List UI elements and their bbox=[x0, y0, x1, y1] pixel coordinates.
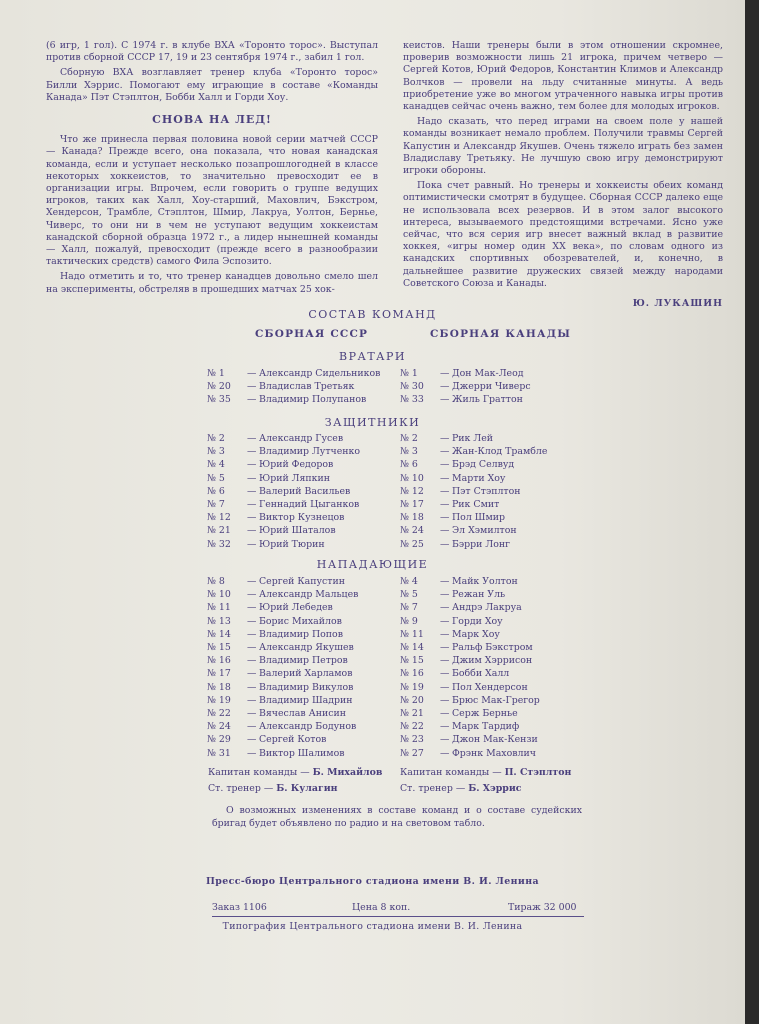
roster-row bbox=[207, 615, 358, 628]
roster-row bbox=[207, 601, 358, 614]
roster-row bbox=[400, 458, 547, 471]
player-number: № 15 bbox=[400, 655, 424, 667]
player-name: Валерий Васильев bbox=[259, 485, 351, 497]
article-heading: СНОВА НА ЛЕД! bbox=[152, 113, 272, 127]
roster-row bbox=[400, 498, 547, 511]
dash-separator: — bbox=[247, 734, 257, 746]
roster-row bbox=[400, 575, 540, 588]
roster-row bbox=[400, 694, 540, 707]
player-number: № 21 bbox=[207, 525, 231, 537]
roster-row bbox=[400, 511, 547, 524]
roster-row bbox=[207, 681, 358, 694]
announcement-note: О возможных изменениях в составе команд и о составе судейских бригад будет объявлено по радио и на световом табло. bbox=[212, 805, 582, 829]
player-name: Александр Сидельников bbox=[259, 368, 381, 379]
player-number: № 12 bbox=[400, 485, 424, 497]
player-number: № 20 bbox=[400, 694, 424, 706]
player-number: № 22 bbox=[207, 708, 231, 720]
player-name: Марк Хоу bbox=[452, 628, 500, 640]
roster-row bbox=[207, 641, 358, 654]
roster-row bbox=[400, 681, 540, 694]
player-number: № 3 bbox=[207, 446, 225, 458]
roster-row bbox=[207, 628, 358, 641]
player-number: № 23 bbox=[400, 734, 424, 746]
player-number: № 9 bbox=[400, 615, 418, 627]
player-number: № 24 bbox=[207, 721, 231, 733]
player-name: Жан-Клод Трамбле bbox=[452, 446, 548, 458]
roster-row bbox=[207, 498, 360, 511]
player-name: Жиль Граттон bbox=[452, 394, 523, 406]
player-number: № 16 bbox=[400, 668, 424, 680]
player-name: Геннадий Цыганков bbox=[259, 499, 360, 511]
article-paragraph: кеистов. Наши тренеры были в этом отношении скромнее, проверив возможности лишь 21 игрока, причем четверо — Сергей Котов, Юрий Федоров, Константин Климов и Александр Волчков — провели на льду считанные минуты. А ведь приобретение уже во многом утраченного навыка игры против канадцев сейчас очень важно, тем более для молодых игроков. bbox=[403, 40, 723, 113]
player-name: Майк Уолтон bbox=[452, 576, 518, 587]
dash-separator: — bbox=[440, 512, 450, 524]
player-number: № 1 bbox=[400, 368, 418, 379]
article-paragraph: Что же принесла первая половина новой серии матчей СССР — Канада? Прежде всего, она показала, что новая канадская команда, если и уступает несколько позапрошлогодней в классе некоторых хоккеистов, то значительно превосходит ее в организации игры. Впрочем, если говорить о группе ведущих игроков, таких как Халл, Хоу-старший, Маховлич, Бэкстром, Хендерсон, Трамбле, Стэплтон, Шмир, Лакруа, Уолтон, Бернье, Чиверс, то они ни в чем не уступают ведущим хоккеистам канадской сборной образца 1972 г., а лидер нынешней команды — Халл, пожалуй, превосходит (прежде всего в разнообразии тактических средств) самого Фила Эспозито. bbox=[46, 134, 378, 268]
canada-captain: Капитан команды — П. Стэплтон bbox=[400, 767, 572, 778]
dash-separator: — bbox=[440, 499, 450, 511]
roster-row bbox=[400, 524, 547, 537]
player-number: № 13 bbox=[207, 615, 231, 627]
player-name: Александр Бодунов bbox=[259, 721, 357, 733]
roster-row bbox=[207, 524, 360, 537]
player-name: Бобби Халл bbox=[452, 668, 510, 680]
ussr-captain: Капитан команды — Б. Михайлов bbox=[208, 767, 383, 778]
dash-separator: — bbox=[440, 576, 450, 587]
player-number: № 19 bbox=[207, 694, 231, 706]
team-ussr-heading: СБОРНАЯ СССР bbox=[255, 328, 369, 340]
roster-row bbox=[207, 747, 358, 760]
player-number: № 4 bbox=[207, 459, 225, 471]
player-name: Юрий Федоров bbox=[259, 459, 334, 471]
dash-separator: — bbox=[440, 485, 450, 497]
player-number: № 17 bbox=[400, 499, 424, 511]
section-forwards-heading: НАПАДАЮЩИЕ bbox=[316, 558, 429, 571]
dash-separator: — bbox=[247, 485, 257, 497]
player-number: № 18 bbox=[400, 512, 424, 524]
dash-separator: — bbox=[247, 512, 257, 524]
roster-row bbox=[400, 667, 540, 680]
player-number: № 6 bbox=[400, 459, 418, 471]
dash-separator: — bbox=[247, 576, 257, 587]
player-number: № 32 bbox=[207, 538, 231, 550]
article-paragraph: Надо отметить и то, что тренер канадцев довольно смело шел на эксперименты, обстреляв в прошедших матчах 25 хок- bbox=[46, 271, 378, 295]
player-name: Александр Мальцев bbox=[259, 589, 359, 601]
player-number: № 25 bbox=[400, 538, 424, 550]
dash-separator: — bbox=[247, 708, 257, 720]
roster-row bbox=[207, 588, 358, 601]
team-canada-heading: СБОРНАЯ КАНАДЫ bbox=[430, 328, 572, 340]
player-name: Юрий Тюрин bbox=[259, 538, 325, 550]
dash-separator: — bbox=[247, 538, 257, 550]
article-paragraph: (6 игр, 1 гол). С 1974 г. в клубе ВХА «Торонто торос». Выступал против сборной СССР 17, 19 и 23 сентября 1974 г., забил 1 гол. bbox=[46, 40, 378, 64]
roster-row bbox=[400, 747, 540, 760]
press-bureau: Пресс-бюро Центрального стадиона имени В. И. Ленина bbox=[206, 876, 539, 887]
roster-row bbox=[207, 654, 358, 667]
roster-row bbox=[207, 511, 360, 524]
dash-separator: — bbox=[440, 446, 450, 458]
player-name: Владимир Лутченко bbox=[259, 446, 361, 458]
dash-separator: — bbox=[247, 642, 257, 654]
dash-separator: — bbox=[440, 381, 450, 393]
roster-row bbox=[207, 472, 360, 485]
player-name: Юрий Ляпкин bbox=[259, 472, 331, 484]
player-name: Горди Хоу bbox=[452, 615, 503, 627]
dash-separator: — bbox=[247, 459, 257, 471]
roster-row bbox=[400, 393, 531, 406]
player-number: № 31 bbox=[207, 747, 231, 759]
roster-row bbox=[207, 667, 358, 680]
canada-coach: Ст. тренер — Б. Хэррис bbox=[400, 783, 522, 794]
player-name: Пэт Стэплтон bbox=[452, 485, 521, 497]
player-name: Ральф Бэкстром bbox=[452, 642, 533, 654]
article-paragraph: Пока счет равный. Но тренеры и хоккеисты обеих команд оптимистически смотрят в будущее. Сборная СССР далеко еще не использовала всех резервов. И в этом залог высокого интереса, вызываемого предстоящими встречами. Ясно уже сейчас, что вся серия игр внесет важный вклад в развитие хоккея, «игры номер один XX века», по словам одного из канадских спортивных обозревателей, и, конечно, в дальнейшее развитие дружеских связей между народами Советского Союза и Канады. bbox=[403, 180, 723, 289]
player-number: № 7 bbox=[400, 602, 418, 614]
player-name: Виктор Кузнецов bbox=[259, 512, 345, 524]
player-name: Валерий Харламов bbox=[259, 668, 353, 680]
order-number: Заказ 1106 bbox=[212, 902, 267, 913]
player-number: № 29 bbox=[207, 734, 231, 746]
player-name: Владимир Полупанов bbox=[259, 394, 367, 406]
dash-separator: — bbox=[247, 668, 257, 680]
dash-separator: — bbox=[440, 734, 450, 746]
player-name: Владимир Попов bbox=[259, 628, 343, 640]
roster-ussr-forwards bbox=[207, 575, 358, 760]
dash-separator: — bbox=[440, 694, 450, 706]
dash-separator: — bbox=[247, 615, 257, 627]
player-number: № 5 bbox=[207, 472, 225, 484]
dash-separator: — bbox=[247, 499, 257, 511]
player-number: № 24 bbox=[400, 525, 424, 537]
dash-separator: — bbox=[440, 708, 450, 720]
article-paragraph: Надо сказать, что перед играми на своем поле у нашей команды возникает немало проблем. Получили травмы Сергей Капустин и Александр Якушев. Очень тяжело играть без замен Владиславу Третьяку. Не лучшую свою игру демонстрируют игроки обороны. bbox=[403, 116, 723, 177]
player-name: Пол Хендерсон bbox=[452, 681, 528, 693]
section-defence-heading: ЗАЩИТНИКИ bbox=[324, 416, 421, 429]
roster-row bbox=[207, 707, 358, 720]
player-number: № 21 bbox=[400, 708, 424, 720]
dash-separator: — bbox=[440, 459, 450, 471]
roster-row bbox=[400, 380, 531, 393]
player-name: Рик Смит bbox=[452, 499, 500, 511]
player-number: № 16 bbox=[207, 655, 231, 667]
roster-row bbox=[400, 628, 540, 641]
dash-separator: — bbox=[247, 694, 257, 706]
player-name: Брэд Селвуд bbox=[452, 459, 515, 471]
player-number: № 17 bbox=[207, 668, 231, 680]
roster-row bbox=[400, 720, 540, 733]
dash-separator: — bbox=[247, 433, 257, 444]
player-number: № 30 bbox=[400, 381, 424, 393]
player-name: Борис Михайлов bbox=[259, 615, 342, 627]
dash-separator: — bbox=[247, 628, 257, 640]
roster-row bbox=[400, 538, 547, 551]
roster-row bbox=[207, 694, 358, 707]
roster-row bbox=[400, 432, 547, 445]
player-number: № 27 bbox=[400, 747, 424, 759]
player-name: Пол Шмир bbox=[452, 512, 505, 524]
printer: Типография Центрального стадиона имени В. И. Ленина bbox=[222, 921, 523, 932]
player-number: № 5 bbox=[400, 589, 418, 601]
roster-ussr-defence bbox=[207, 432, 360, 551]
player-number: № 14 bbox=[207, 628, 231, 640]
player-name: Режан Уль bbox=[452, 589, 506, 601]
dash-separator: — bbox=[440, 525, 450, 537]
player-name: Эл Хэмилтон bbox=[452, 525, 517, 537]
player-name: Вячеслав Анисин bbox=[259, 708, 346, 720]
print-run: Тираж 32 000 bbox=[508, 902, 577, 913]
page-edge-shadow bbox=[745, 0, 759, 1024]
player-number: № 10 bbox=[207, 589, 231, 601]
player-number: № 12 bbox=[207, 512, 231, 524]
player-name: Сергей Капустин bbox=[259, 576, 345, 587]
roster-row bbox=[207, 733, 358, 746]
dash-separator: — bbox=[247, 655, 257, 667]
player-name: Джон Мак-Кензи bbox=[452, 734, 538, 746]
article-left-column bbox=[46, 40, 378, 299]
player-number: № 2 bbox=[207, 433, 225, 444]
player-number: № 33 bbox=[400, 394, 424, 406]
dash-separator: — bbox=[247, 721, 257, 733]
dash-separator: — bbox=[440, 642, 450, 654]
dash-separator: — bbox=[247, 394, 257, 406]
player-name: Андрэ Лакруа bbox=[452, 602, 522, 614]
player-number: № 4 bbox=[400, 576, 418, 587]
roster-row bbox=[207, 485, 360, 498]
player-number: № 6 bbox=[207, 485, 225, 497]
dash-separator: — bbox=[440, 394, 450, 406]
player-number: № 11 bbox=[400, 628, 424, 640]
dash-separator: — bbox=[440, 681, 450, 693]
dash-separator: — bbox=[440, 628, 450, 640]
player-number: № 1 bbox=[207, 368, 225, 379]
roster-row bbox=[400, 654, 540, 667]
roster-row bbox=[400, 367, 531, 380]
roster-row bbox=[400, 445, 547, 458]
roster-canada-defence bbox=[400, 432, 547, 551]
dash-separator: — bbox=[440, 472, 450, 484]
player-name: Владимир Шадрин bbox=[259, 694, 353, 706]
player-name: Марти Хоу bbox=[452, 472, 506, 484]
player-name: Дон Мак-Леод bbox=[452, 368, 524, 379]
player-number: № 35 bbox=[207, 394, 231, 406]
player-name: Рик Лей bbox=[452, 433, 494, 444]
player-number: № 10 bbox=[400, 472, 424, 484]
roster-row bbox=[207, 445, 360, 458]
player-number: № 19 bbox=[400, 681, 424, 693]
player-name: Серж Бернье bbox=[452, 708, 518, 720]
dash-separator: — bbox=[440, 615, 450, 627]
dash-separator: — bbox=[440, 655, 450, 667]
roster-row bbox=[207, 720, 358, 733]
roster-row bbox=[207, 538, 360, 551]
player-number: № 15 bbox=[207, 642, 231, 654]
player-number: № 22 bbox=[400, 721, 424, 733]
roster-ussr-goalies bbox=[207, 367, 380, 407]
player-name: Джерри Чиверс bbox=[452, 381, 531, 393]
player-name: Виктор Шалимов bbox=[259, 747, 345, 759]
dash-separator: — bbox=[247, 381, 257, 393]
dash-separator: — bbox=[247, 681, 257, 693]
roster-row bbox=[400, 733, 540, 746]
player-number: № 3 bbox=[400, 446, 418, 458]
dash-separator: — bbox=[247, 446, 257, 458]
dash-separator: — bbox=[247, 472, 257, 484]
player-name: Сергей Котов bbox=[259, 734, 327, 746]
dash-separator: — bbox=[440, 368, 450, 379]
player-name: Брюс Мак-Грегор bbox=[452, 694, 540, 706]
dash-separator: — bbox=[247, 589, 257, 601]
dash-separator: — bbox=[440, 433, 450, 444]
rosters-title: СОСТАВ КОМАНД bbox=[308, 308, 437, 321]
article-right-column bbox=[403, 40, 723, 310]
roster-canada-goalies bbox=[400, 367, 531, 407]
article-paragraph: Сборную ВХА возглавляет тренер клуба «Торонто торос» Билли Хэррис. Помогают ему играющие в составе «Команды Канада» Пэт Стэплтон, Бобби Халл и Горди Хоу. bbox=[46, 67, 378, 103]
roster-row bbox=[207, 367, 380, 380]
player-name: Юрий Шаталов bbox=[259, 525, 336, 537]
roster-row bbox=[400, 472, 547, 485]
roster-row bbox=[207, 575, 358, 588]
roster-row bbox=[207, 432, 360, 445]
dash-separator: — bbox=[440, 668, 450, 680]
player-name: Александр Якушев bbox=[259, 642, 354, 654]
player-name: Джим Хэррисон bbox=[452, 655, 533, 667]
section-goalies-heading: ВРАТАРИ bbox=[339, 350, 406, 363]
dash-separator: — bbox=[247, 368, 257, 379]
player-name: Владимир Петров bbox=[259, 655, 348, 667]
dash-separator: — bbox=[247, 525, 257, 537]
ussr-coach: Ст. тренер — Б. Кулагин bbox=[208, 783, 338, 794]
dash-separator: — bbox=[440, 721, 450, 733]
dash-separator: — bbox=[247, 747, 257, 759]
player-name: Фрэнк Маховлич bbox=[452, 747, 536, 759]
player-name: Владислав Третьяк bbox=[259, 381, 355, 393]
author-signature: Ю. ЛУКАШИН bbox=[632, 298, 723, 310]
roster-row bbox=[400, 615, 540, 628]
player-number: № 8 bbox=[207, 576, 225, 587]
player-number: № 11 bbox=[207, 602, 231, 614]
player-number: № 20 bbox=[207, 381, 231, 393]
dash-separator: — bbox=[440, 747, 450, 759]
roster-row bbox=[400, 485, 547, 498]
player-number: № 7 bbox=[207, 499, 225, 511]
roster-canada-forwards bbox=[400, 575, 540, 760]
player-name: Юрий Лебедев bbox=[259, 602, 333, 614]
dash-separator: — bbox=[440, 538, 450, 550]
player-number: № 14 bbox=[400, 642, 424, 654]
roster-row bbox=[400, 641, 540, 654]
roster-row bbox=[207, 393, 380, 406]
dash-separator: — bbox=[440, 589, 450, 601]
player-name: Марк Тардиф bbox=[452, 721, 520, 733]
player-name: Бэрри Лонг bbox=[452, 538, 510, 550]
roster-row bbox=[400, 707, 540, 720]
roster-row bbox=[400, 588, 540, 601]
footer-divider bbox=[212, 916, 584, 917]
player-number: № 2 bbox=[400, 433, 418, 444]
player-name: Александр Гусев bbox=[259, 433, 344, 444]
dash-separator: — bbox=[247, 602, 257, 614]
dash-separator: — bbox=[440, 602, 450, 614]
roster-row bbox=[207, 380, 380, 393]
roster-row bbox=[207, 458, 360, 471]
player-name: Владимир Викулов bbox=[259, 681, 354, 693]
player-number: № 18 bbox=[207, 681, 231, 693]
roster-row bbox=[400, 601, 540, 614]
price: Цена 8 коп. bbox=[352, 902, 411, 913]
